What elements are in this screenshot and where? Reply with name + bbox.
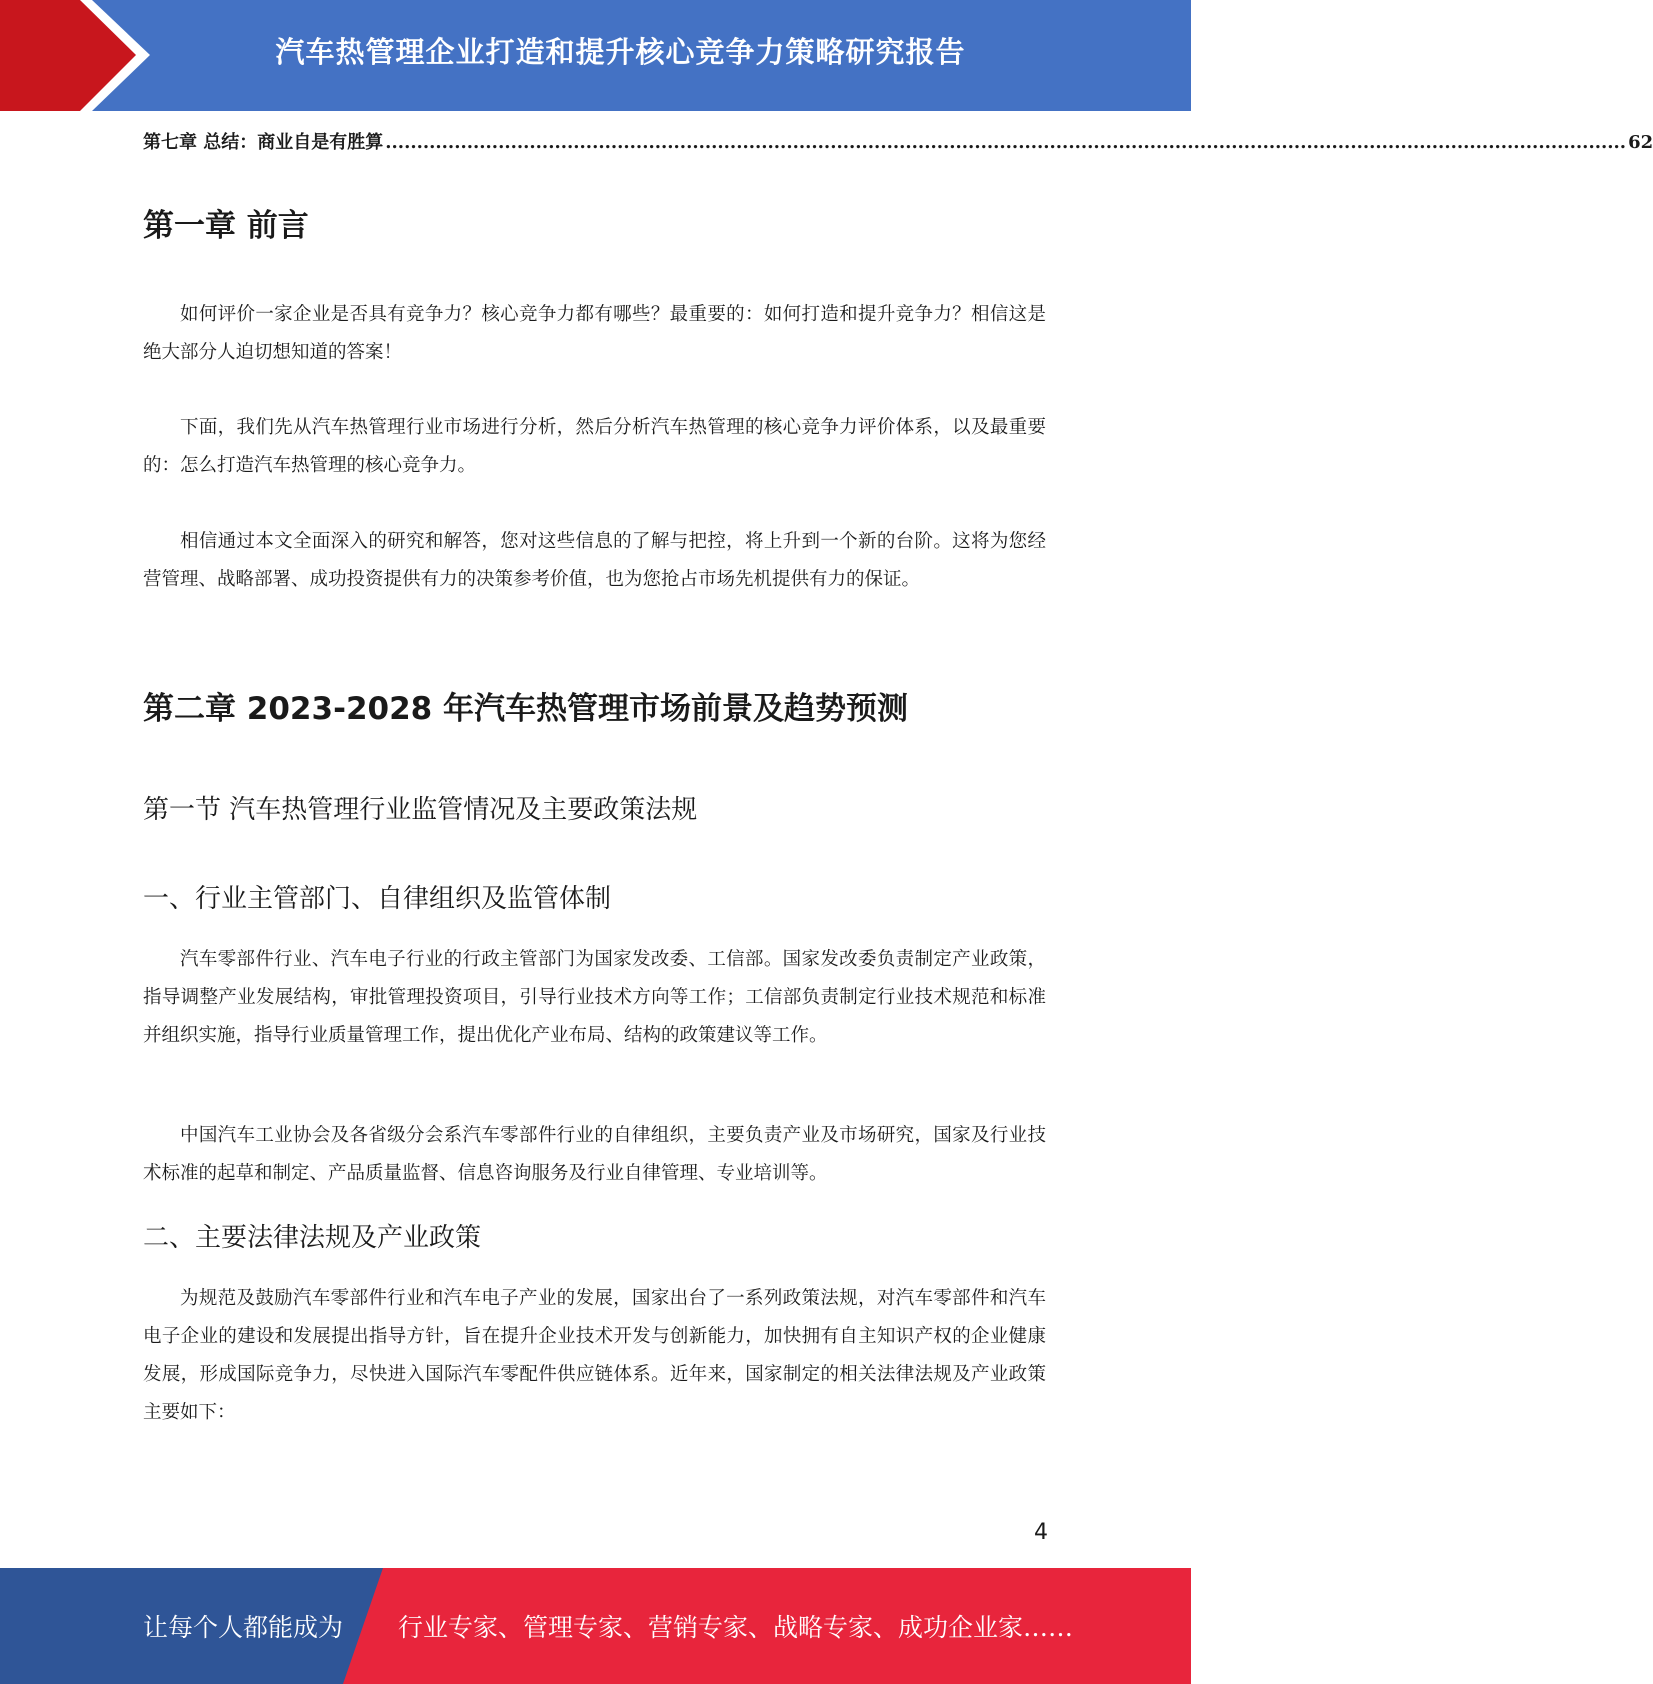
- footer-slogan-right: 行业专家、管理专家、营销专家、战略专家、成功企业家……: [398, 1613, 1074, 1642]
- page-header: [0, 0, 1191, 111]
- chapter-1-paragraph-3: 相信通过本文全面深入的研究和解答，您对这些信息的了解与把控，将上升到一个新的台阶。这将为您经营管理、战略部署、成功投资提供有力的决策参考价值，也为您抢占市场先机提供有力的保证。: [143, 531, 1046, 590]
- header-arrow-logo: [0, 0, 150, 111]
- header-title: 汽车热管理企业打造和提升核心竞争力策略研究报告: [275, 34, 966, 69]
- toc-leader-dots: ......................................................................................................................................................................................................: [385, 132, 1627, 153]
- subsection-2-paragraph-1: 为规范及鼓励汽车零部件行业和汽车电子产业的发展，国家出台了一系列政策法规，对汽车零部件和汽车电子企业的建设和发展提出指导方针，旨在提升企业技术开发与创新能力，加快拥有自主知识产权的企业健康发展，形成国际竞争力，尽快进入国际汽车零配件供应链体系。近年来，国家制定的相关法律法规及产业政策主要如下：: [143, 1288, 1046, 1423]
- section-1-heading: 第一节 汽车热管理行业监管情况及主要政策法规: [143, 795, 698, 825]
- chapter-1-paragraph-2: 下面，我们先从汽车热管理行业市场进行分析，然后分析汽车热管理的核心竞争力评价体系，以及最重要的：怎么打造汽车热管理的核心竞争力。: [143, 417, 1046, 476]
- subsection-1-heading: 一、行业主管部门、自律组织及监管体制: [143, 884, 612, 914]
- toc-entry[interactable]: [143, 128, 1653, 154]
- subsection-1-paragraph-1: 汽车零部件行业、汽车电子行业的行政主管部门为国家发改委、工信部。国家发改委负责制定产业政策，指导调整产业发展结构，审批管理投资项目，引导行业技术方向等工作；工信部负责制定行业技术规范和标准并组织实施，指导行业质量管理工作，提出优化产业布局、结构的政策建议等工作。: [143, 949, 1046, 1046]
- chapter-1-paragraph-1: 如何评价一家企业是否具有竞争力？核心竞争力都有哪些？最重要的：如何打造和提升竞争力？相信这是绝大部分人迫切想知道的答案！: [143, 304, 1046, 363]
- toc-entry-page: 62: [1628, 132, 1653, 153]
- footer-slogan-left: 让每个人都能成为: [143, 1613, 344, 1642]
- page-footer: [0, 1568, 1191, 1684]
- subsection-2-heading: 二、主要法律法规及产业政策: [143, 1223, 482, 1253]
- chapter-1-heading: 第一章 前言: [143, 208, 309, 244]
- chapter-2-heading: 第二章 2023-2028 年汽车热管理市场前景及趋势预测: [143, 691, 909, 727]
- toc-entry-title: 第七章 总结：商业自是有胜算: [143, 132, 384, 153]
- subsection-1-paragraph-2: 中国汽车工业协会及各省级分会系汽车零部件行业的自律组织，主要负责产业及市场研究，国家及行业技术标准的起草和制定、产品质量监督、信息咨询服务及行业自律管理、专业培训等。: [143, 1125, 1046, 1184]
- page-number: 4: [1034, 1520, 1048, 1545]
